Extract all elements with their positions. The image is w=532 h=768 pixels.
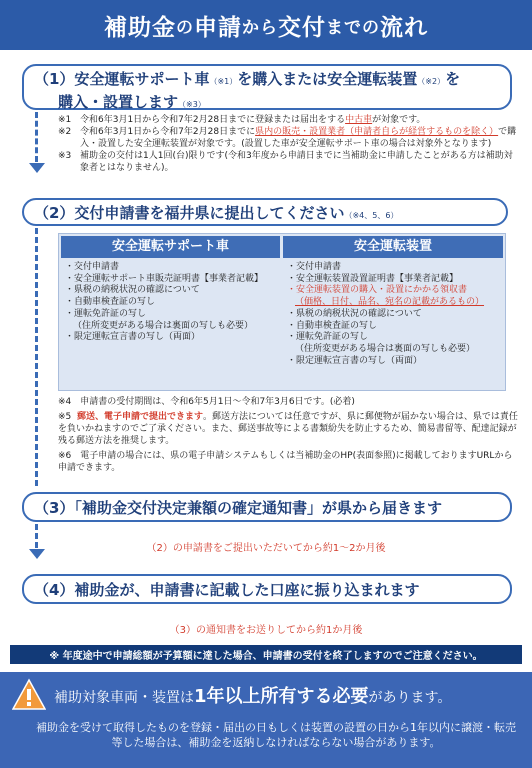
step-2-box	[22, 198, 508, 226]
note-mark: ※2	[58, 127, 72, 137]
list-item: ・限定運転宣言書の写し（両面）	[65, 332, 201, 343]
note-highlight: 中古車	[345, 115, 373, 125]
title-text: から	[242, 17, 278, 38]
step-1-text: （1）安全運転サポート車	[34, 70, 210, 88]
safety-device-doc-list	[287, 262, 503, 367]
headline-emphasis: 1年以上所有する必要	[194, 686, 369, 707]
step-1-note: （※1）	[209, 77, 238, 86]
note-text: 令和6年3月1日から令和7年2月28日までに登録または届出をする	[80, 115, 346, 125]
flow-connector	[35, 228, 38, 486]
note-highlight: 郵送、電子申請で提出できます	[77, 412, 204, 422]
note-2	[58, 126, 518, 150]
list-item: （住所変更がある場合は裏面の写しも必要）	[295, 343, 476, 354]
flow-connector	[35, 112, 38, 162]
note-mark: ※1	[58, 115, 72, 125]
list-item: ・安全運転サポート車販売証明書【事業者記載】	[65, 273, 264, 284]
step-4-box	[22, 574, 512, 604]
list-item: ・自動車検査証の写し	[65, 297, 156, 308]
note-3	[58, 150, 518, 174]
list-item: ・交付申請書	[65, 262, 120, 272]
list-item: ・交付申請書	[287, 262, 342, 272]
step-3-text: （3）「補助金交付決定兼額の確定通知書」が県から届きます	[34, 499, 442, 517]
title-text: 流れ	[380, 14, 428, 41]
budget-notice: ※ 年度途中で申請総額が予算額に達した場合、申請書の受付を終了しますのでご注意ください。	[10, 645, 522, 664]
timing-note-2: （3）の通知書をお送りしてから約1か月後	[169, 625, 363, 636]
step-1-note: （※2）	[417, 77, 446, 86]
warning-icon	[12, 678, 46, 712]
flow-arrow-icon	[29, 163, 45, 173]
page-title	[0, 0, 532, 50]
note-text: 。郵送方法については任意ですが、県に郵便物が届かない場合は、県では責任を負いかねますのでご了承ください。また、郵送事故等による書類紛失を防止するため、簡易書留等、配達記録が残る郵送方法を推奨します。	[58, 412, 518, 446]
note-text: 令和6年3月1日から令和7年2月28日までに	[80, 127, 256, 137]
step-1-note: （※3）	[178, 100, 206, 109]
list-item: ・限定運転宣言書の写し（両面）	[287, 355, 423, 366]
list-item: （価格、日付、品名、宛名の記載があるもの）	[295, 297, 485, 308]
step-1-notes	[58, 114, 518, 174]
list-item: ・県税の納税状況の確認について	[65, 285, 200, 296]
note-1	[58, 114, 518, 126]
step-3-box	[22, 492, 512, 522]
required-documents-table	[58, 233, 506, 391]
table-header-support-car: 安全運転サポート車	[61, 236, 280, 258]
title-text: の	[176, 17, 194, 38]
step-4-text: （4）補助金が、申請書に記載した口座に振り込まれます	[34, 581, 420, 599]
note-4: ※4 申請書の受付期間は、令和6年5月1日～令和7年3月6日です。(必着)	[58, 397, 355, 407]
title-text: 補助金	[104, 14, 176, 41]
list-item: ・県税の納税状況の確認について	[287, 308, 422, 319]
step-1-text: 購入・設置します	[58, 93, 179, 111]
note-text: 補助金の交付は1人1回(台)限りです(令和3年度から申請日までに当補助金に申請したことがある方は補助対象者とはなりません)。	[80, 151, 513, 173]
note-6: ※6 電子申請の場合には、県の電子申請システムもしくは当補助金のHP(表面参照)に掲載しておりますURLから申請できます。	[58, 451, 513, 473]
list-item: ・運転免許証の写し	[287, 332, 369, 343]
title-text: までの	[326, 17, 380, 38]
support-car-doc-list	[65, 262, 277, 344]
note-mark: ※5	[58, 412, 72, 422]
ownership-detail: 補助金を受けて取得したものを登録・届出の日もしくは装置の設置の日から1年以内に譲渡・転売等した場合は、補助金を返納しなければならない場合があります。	[36, 721, 516, 749]
note-5	[58, 411, 520, 447]
step-2-notes	[58, 396, 520, 474]
headline-text: 補助対象車両・装置は	[54, 690, 194, 706]
note-highlight: 県内の販売・設置業者（申請者自らが経営するものを除く）	[255, 127, 499, 137]
ownership-headline	[54, 682, 451, 708]
note-text: で購入・設置した安全運転装置が対象です。(設置した車が安全運転サポート車の場合は対象外となります)	[80, 127, 517, 149]
list-item: ・自動車検査証の写し	[287, 320, 378, 331]
step-1-text: を	[445, 70, 461, 88]
list-item: （住所変更がある場合は裏面の写しも必要）	[73, 320, 254, 331]
step-1-box	[22, 64, 512, 110]
table-header-safety-device: 安全運転装置	[283, 236, 503, 258]
list-item: ・安全運転装置設置証明書【事業者記載】	[287, 273, 459, 284]
timing-note-1: （2）の申請書をご提出いただいてから約1～2か月後	[146, 543, 386, 554]
note-text: が対象です。	[372, 115, 426, 125]
list-item: ・運転免許証の写し	[65, 308, 147, 319]
step-2-note: （※4、5、6）	[344, 211, 399, 220]
title-text: 交付	[278, 14, 326, 41]
list-item: ・安全運転装置の購入・設置にかかる領収書	[287, 285, 468, 296]
headline-text: があります。	[368, 690, 452, 706]
note-mark: ※3	[58, 151, 72, 161]
title-text: 申請	[194, 14, 242, 41]
step-1-text: を購入または安全運転装置	[237, 70, 418, 88]
step-2-text: （2）交付申請書を福井県に提出してください	[34, 204, 345, 222]
